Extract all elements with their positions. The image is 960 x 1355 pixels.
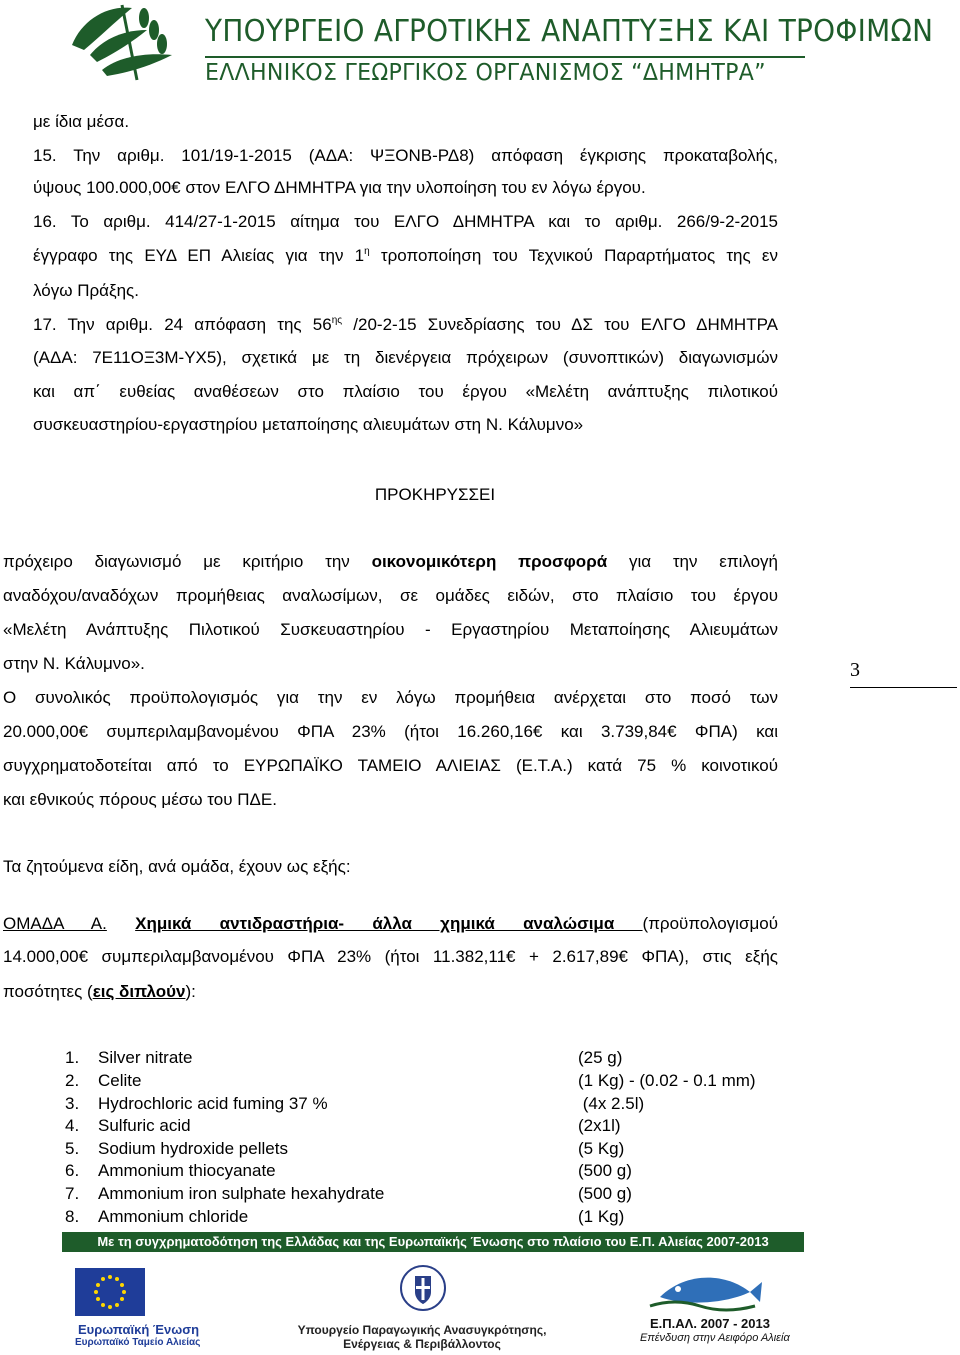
wheat-leaf-logo-icon [62, 0, 197, 82]
announcement-line: στην Ν. Κάλυμνο». [3, 654, 145, 673]
group-a-quantities: ποσότητες (εις διπλούν): [3, 982, 196, 1001]
announcement-line: πρόχειρο διαγωνισμό με κριτήριο την οικονομικότερη προσφορά για την επιλογή [3, 552, 778, 571]
document-title: ΠΡΟΚΗΡΥΣΣΕΙ [374, 485, 496, 504]
item-quantity: (5 Kg) [578, 1139, 625, 1158]
group-a-budget: 14.000,00€ συμπεριλαμβανομένου ΦΠΑ 23% (ήτοι 11.382,11€ + 2.617,89€ ΦΠΑ), στις εξής [3, 947, 778, 966]
page-number: 3 [850, 659, 860, 681]
paragraph-17-line: συσκευαστηρίου-εργαστηρίου μεταποίησης αλιευμάτων στη Ν. Κάλυμνο» [33, 415, 584, 434]
list-item: 1. Silver nitrate [65, 1048, 193, 1067]
announcement-line: 20.000,00€ συμπεριλαμβανομένου ΦΠΑ 23% (ήτοι 16.260,16€ και 3.739,84€ ΦΠΑ) και [3, 722, 778, 741]
item-quantity: (4x 2.5l) [578, 1094, 645, 1113]
ministry-footer-line: Υπουργείο Παραγωγικής Ανασυγκρότησης, [297, 1323, 547, 1337]
cofunding-banner-text: Με τη συγχρηματοδότηση της Ελλάδας και της Ευρωπαϊκής Ένωσης στο πλαίσιο του Ε.Π. Αλιείας 2007-2013 [97, 1234, 769, 1249]
paragraph-16-line: λόγω Πράξης. [33, 281, 139, 300]
list-item: 8. Ammonium chloride [65, 1207, 249, 1226]
ministry-title: ΥΠΟΥΡΓΕΙΟ ΑΓΡΟΤΙΚΗΣ ΑΝΑΠΤΥΞΗΣ ΚΑΙ ΤΡΟΦΙΜΩΝ [205, 14, 934, 49]
letterhead [0, 0, 960, 95]
paragraph-16-line: έγγραφο της ΕΥΔ ΕΠ Αλιείας για την $1^\eta$ τροποποίηση του Τεχνικού Παραρτήματος της εν [33, 246, 778, 265]
paragraph-17-line: 17. Την αριθμ. 24 απόφαση της $56^{\eta\varsigma}$ /20-2-15 Συνεδρίασης του ΔΣ του ΕΛΓΟ ΔΗΜΗΤΡΑ [33, 315, 779, 334]
ministry-footer-line: Ενέργειας & Περιβάλλοντος [343, 1337, 501, 1351]
item-quantity: (1 Kg) [578, 1207, 625, 1226]
item-quantity: (25 g) [578, 1048, 623, 1067]
eu-fund-label: Ευρωπαϊκό Ταμείο Αλιείας [75, 1337, 201, 1348]
list-item: 5. Sodium hydroxide pellets [65, 1139, 288, 1158]
list-item: 4. Sulfuric acid [65, 1116, 191, 1135]
announcement-line: Ο συνολικός προϋπολογισμός για την εν λόγω προμήθεια ανέρχεται στο ποσό των [3, 688, 778, 707]
header-divider [205, 56, 805, 58]
greek-emblem-icon [398, 1262, 448, 1318]
epal-label: Ε.Π.ΑΛ. 2007 - 2013 [650, 1316, 770, 1331]
eu-flag-icon [75, 1268, 145, 1316]
item-quantity: (1 Kg) - (0.02 - 0.1 mm) [578, 1071, 756, 1090]
paragraph-16-line: 16. Το αριθμ. 414/27-1-2015 αίτημα του ΕΛΓΟ ΔΗΜΗΤΡΑ και το αριθμ. 266/9-2-2015 [33, 212, 778, 231]
list-item: 7. Ammonium iron sulphate hexahydrate [65, 1184, 385, 1203]
list-item: 2. Celite [65, 1071, 142, 1090]
items-intro: Τα ζητούμενα είδη, ανά ομάδα, έχουν ως εξής: [3, 857, 351, 876]
announcement-line: αναδόχου/αναδόχων προμήθειας αναλωσίμων, σε ομάδες ειδών, στο πλαίσιο του έργου [3, 586, 778, 605]
paragraph-17-line: και απ΄ ευθείας αναθέσεων στο πλαίσιο του έργου «Μελέτη ανάπτυξης πιλοτικού [33, 382, 778, 401]
page-number-rule [850, 687, 957, 688]
item-quantity: (500 g) [578, 1184, 632, 1203]
eu-label: Ευρωπαϊκή Ένωση [78, 1322, 200, 1337]
list-item: 6. Ammonium thiocyanate [65, 1161, 276, 1180]
organization-title: ΕΛΛΗΝΙΚΟΣ ΓΕΩΡΓΙΚΟΣ ΟΡΓΑΝΙΣΜΟΣ “ΔΗΜΗΤΡΑ” [205, 60, 766, 86]
announcement-line: συγχρηματοδοτείται από το ΕΥΡΩΠΑΪΚΟ ΤΑΜΕΙΟ ΑΛΙΕΙΑΣ (Ε.Τ.Α.) κατά 75 % κοινοτικού [3, 756, 778, 775]
group-a-heading: ΟΜΑΔΑ Α. Χημικά αντιδραστήρια- άλλα χημικά αναλώσιμα (προϋπολογισμού [3, 914, 778, 933]
paragraph-15-line: 15. Την αριθμ. 101/19-1-2015 (ΑΔΑ: ΨΞΟΝΒ-ΡΔ8) απόφαση έγκρισης προκαταβολής, [33, 146, 778, 165]
fish-boat-logo-icon [640, 1262, 765, 1312]
item-quantity: (500 g) [578, 1161, 632, 1180]
announcement-line: και εθνικούς πόρους μέσω του ΠΔΕ. [3, 790, 277, 809]
paragraph-17-line: (ΑΔΑ: 7Ε11ΟΞ3Μ-ΥΧ5), σχετικά με τη διενέργεια πρόχειρων (συνοπτικών) διαγωνισμών [33, 348, 778, 367]
list-item: 3. Hydrochloric acid fuming 37 % [65, 1094, 328, 1113]
paragraph-line: με ίδια μέσα. [33, 112, 130, 131]
announcement-line: «Μελέτη Ανάπτυξης Πιλοτικού Συσκευαστηρίου - Εργαστηρίου Μεταποίησης Αλιευμάτων [3, 620, 778, 639]
epal-motto: Επένδυση στην Αειφόρο Αλιεία [640, 1332, 790, 1344]
item-quantity: (2x1l) [578, 1116, 621, 1135]
paragraph-15-line: ύψους 100.000,00€ στον ΕΛΓΟ ΔΗΜΗΤΡΑ για την υλοποίηση του εν λόγω έργου. [33, 178, 646, 197]
